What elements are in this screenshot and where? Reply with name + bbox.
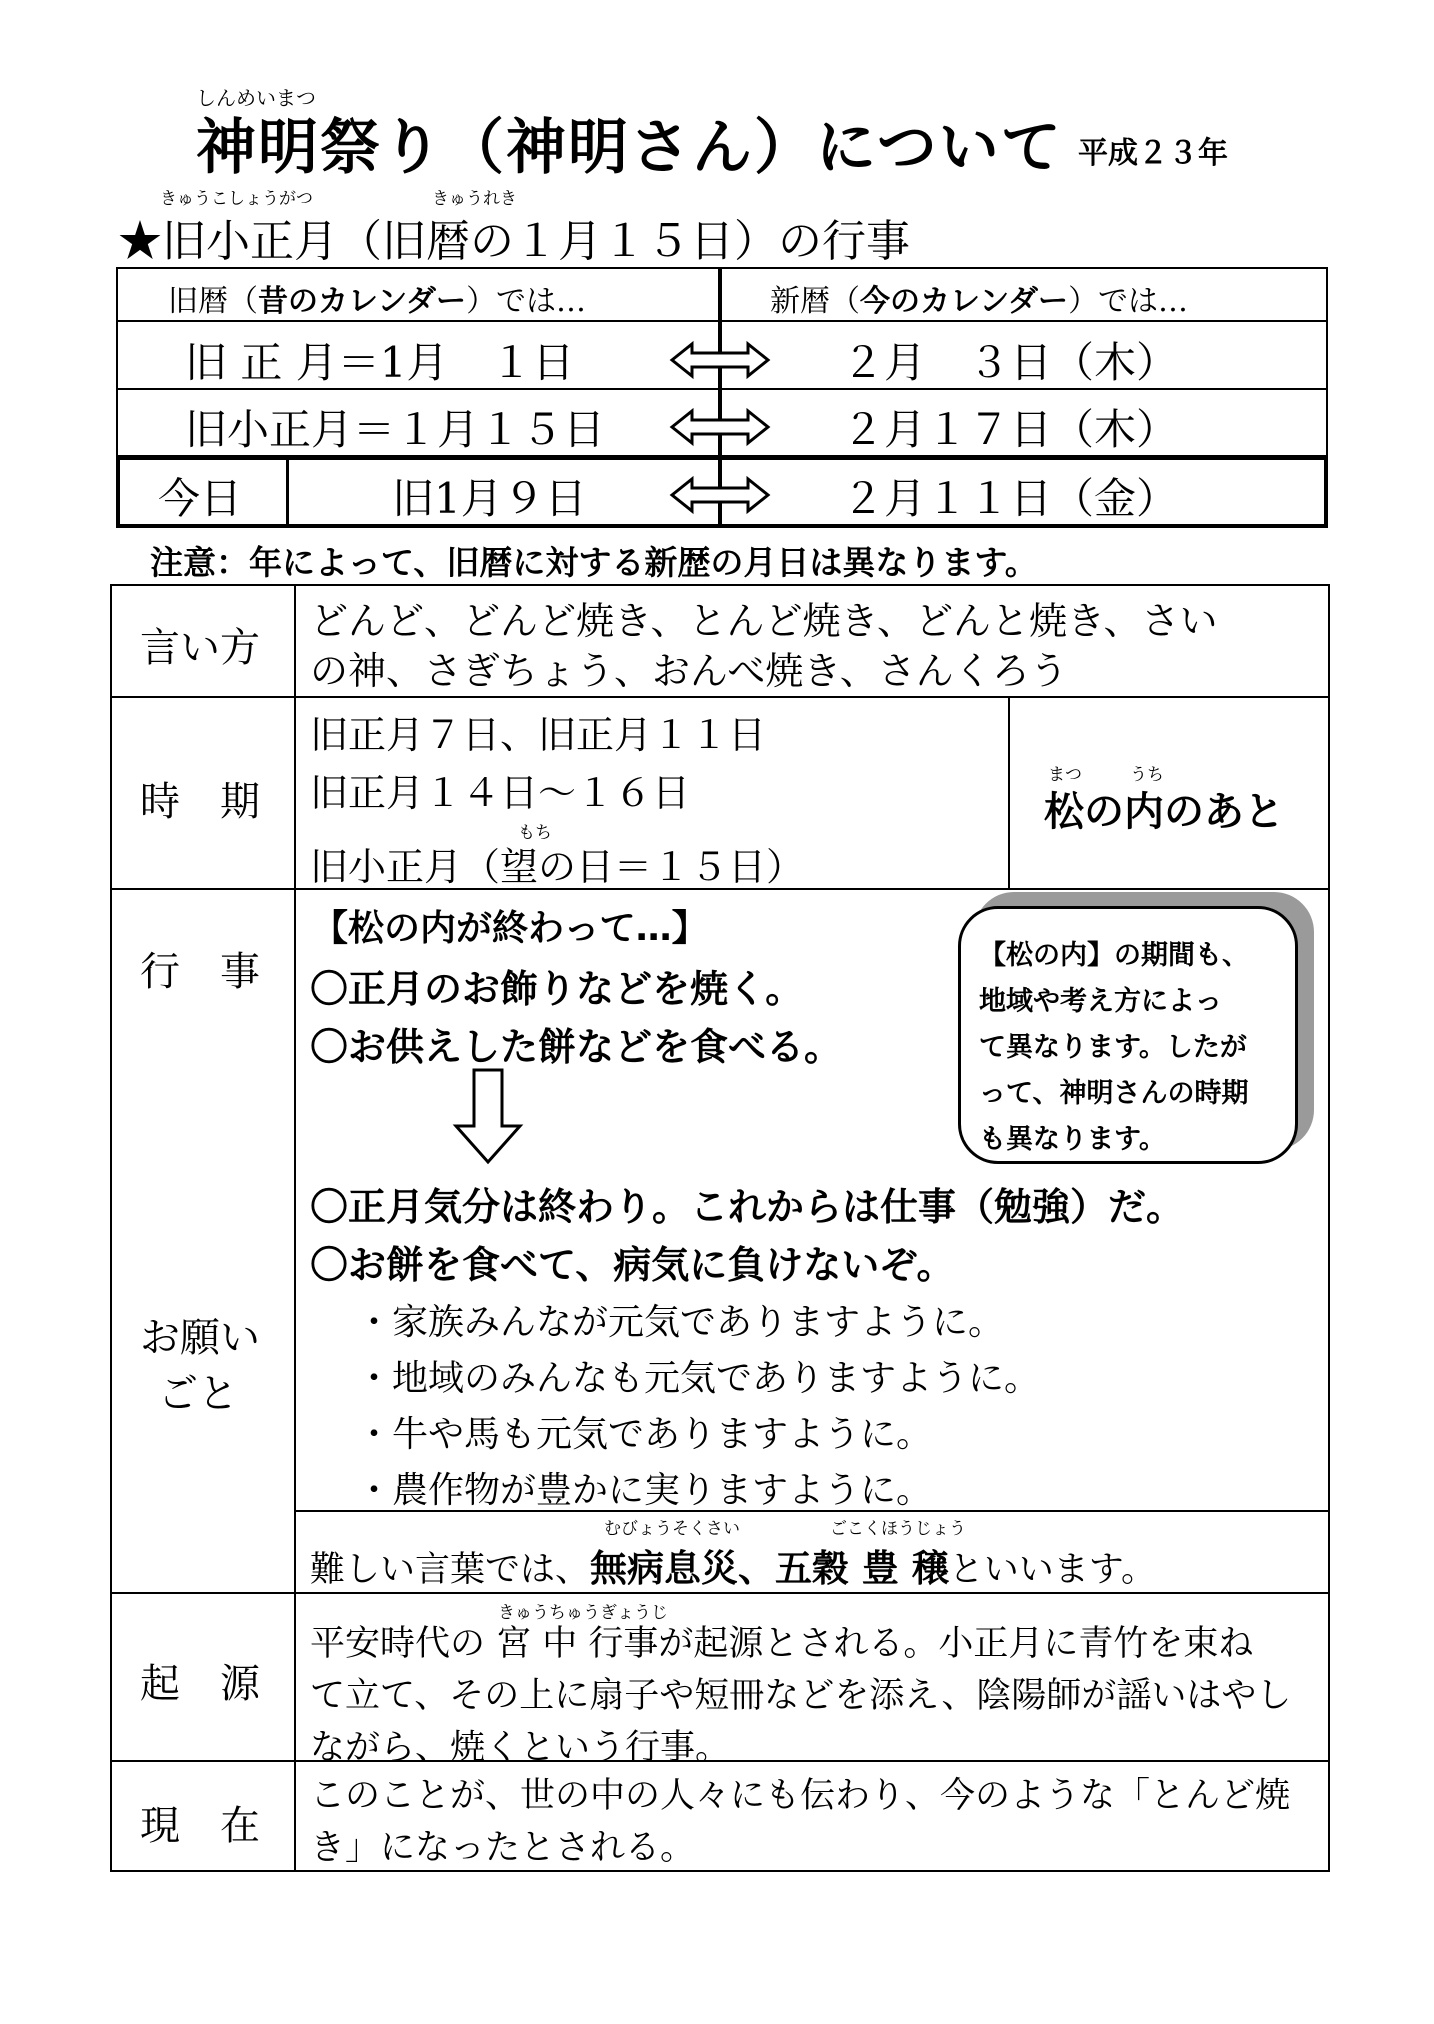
callout-line: も異なります。	[979, 1124, 1166, 1155]
double-arrow-icon	[672, 411, 768, 443]
jiki-line-3: 旧小正月（望の日＝１５日）	[310, 845, 805, 889]
gyoji-item-3: 〇正月気分は終わり。これからは仕事（勉強）だ。	[310, 1185, 1185, 1229]
wish-item: ・牛や馬も元気でありますように。	[356, 1414, 933, 1455]
subtitle: ★旧小正月（旧暦の１月１５日）の行事	[118, 216, 910, 267]
callout-line: て異なります。したが	[979, 1032, 1247, 1063]
matsunouchi-note: 松の内のあと	[1044, 789, 1284, 835]
label-jiki: 時 期	[140, 779, 260, 825]
label-iikata: 言い方	[140, 625, 260, 671]
jiki-line-1: 旧正月７日、旧正月１１日	[310, 713, 767, 757]
today-new: ２月１１日（金）	[842, 474, 1179, 523]
ruby-mubyosokusai: むびょうそくさい	[604, 1519, 740, 1539]
kotoba-line: 難しい言葉では、無病息災、五穀 豊 穣といいます。	[310, 1547, 1156, 1590]
jiki-line-2: 旧正月１４日～１６日	[310, 771, 691, 815]
double-arrow-icon	[672, 479, 768, 511]
label-onegai-1: お願い	[140, 1315, 260, 1361]
callout-line: 地域や考え方によっ	[979, 986, 1222, 1017]
genzai-line-2: き」になったとされる。	[310, 1828, 696, 1868]
new-calendar-header: 新暦（今のカレンダー）では…	[770, 284, 1189, 319]
gyoji-item-2: 〇お供えした餅などを食べる。	[310, 1025, 843, 1069]
title-ruby: しんめいまつ	[196, 86, 316, 110]
double-arrow-icon	[672, 344, 768, 376]
old-koshogatsu: 旧小正月＝１月１５日	[185, 405, 606, 454]
callout-box	[958, 906, 1298, 1164]
today-label: 今日	[158, 474, 243, 523]
callout-line: 【松の内】の期間も、	[979, 940, 1249, 971]
ruby-kyuchugyoji: きゅうちゅうぎょうじ	[498, 1603, 668, 1623]
ruby-kyukoshogatsu: きゅうこしょうがつ	[160, 189, 313, 209]
gyoji-item-1: 〇正月のお飾りなどを焼く。	[310, 967, 804, 1011]
iikata-line-1: どんど、どんど焼き、とんど焼き、どんと焼き、さい	[310, 599, 1218, 643]
label-onegai-2: ごと	[158, 1371, 238, 1417]
new-shogatsu: ２月 ３日（木）	[842, 338, 1179, 387]
down-arrow-icon	[452, 1068, 524, 1166]
callout-line: って、神明さんの時期	[979, 1078, 1249, 1109]
gyoji-item-4: 〇お餅を食べて、病気に負けないぞ。	[310, 1243, 955, 1287]
old-shogatsu: 旧 正 月＝1月 １日	[185, 338, 575, 387]
label-genzai: 現 在	[140, 1803, 260, 1849]
ruby-uchi: うち	[1130, 765, 1164, 785]
wish-item: ・農作物が豊かに実りますように。	[356, 1470, 933, 1511]
double-arrow-icons	[668, 340, 772, 520]
year-label: 平成２３年	[1078, 136, 1228, 171]
kigen-line-3: ながら、焼くという行事。	[310, 1728, 731, 1768]
kigen-line-1: 平安時代の 宮 中 行事が起源とされる。小正月に青竹を束ね	[310, 1624, 1254, 1664]
ruby-matsu: まつ	[1048, 765, 1082, 785]
wish-item: ・家族みんなが元気でありますように。	[356, 1302, 1005, 1343]
label-gyoji: 行 事	[140, 949, 260, 995]
ruby-mochi: もち	[518, 823, 552, 843]
page-title: 神明祭り（神明さん）について	[196, 113, 1063, 183]
new-koshogatsu: ２月１７日（木）	[842, 405, 1179, 454]
note: 注意：年によって、旧暦に対する新歴の月日は異なります。	[150, 543, 1038, 582]
genzai-line-1: このことが、世の中の人々にも伝わり、今のような「とんど焼	[310, 1776, 1291, 1816]
kigen-line-2: て立て、その上に扇子や短冊などを添え、陰陽師が謡いはやし	[310, 1676, 1292, 1716]
wish-item: ・地域のみんなも元気でありますように。	[356, 1358, 1041, 1399]
iikata-line-2: の神、さぎちょう、おんべ焼き、さんくろう	[310, 649, 1068, 693]
ruby-kyureki: きゅうれき	[432, 189, 517, 209]
today-old: 旧1月９日	[392, 474, 587, 523]
ruby-gokokuhojo: ごこくほうじょう	[830, 1519, 966, 1539]
gyoji-heading: 【松の内が終わって…】	[312, 908, 708, 949]
label-kigen: 起 源	[140, 1661, 260, 1707]
old-calendar-header: 旧暦（昔のカレンダー）では…	[168, 284, 587, 319]
